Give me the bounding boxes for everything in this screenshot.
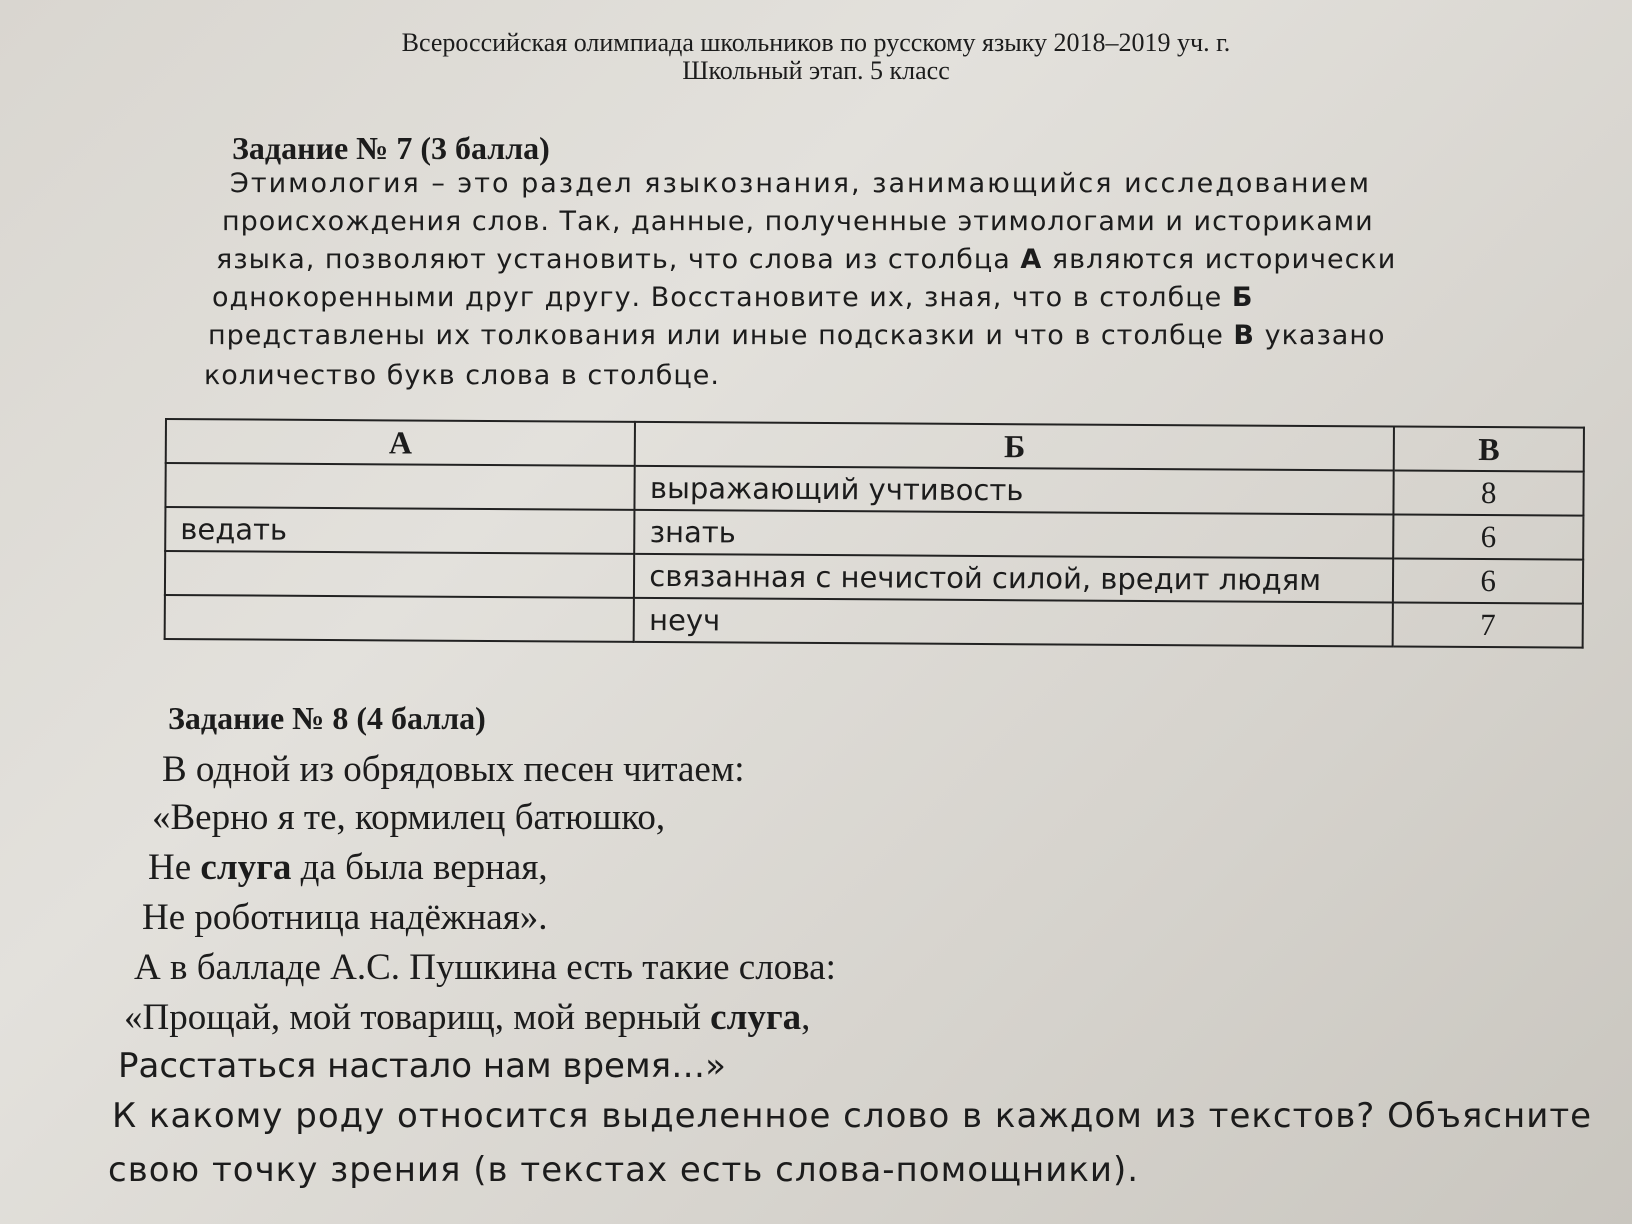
column-v-ref: В xyxy=(1233,320,1256,351)
cell-b: связанная с нечистой силой, вредит людям xyxy=(634,554,1393,603)
song-line-2-end: да была верная, xyxy=(291,847,548,888)
cell-v: 7 xyxy=(1393,603,1583,648)
ballad-intro: А в балладе А.С. Пушкина есть такие слова: xyxy=(134,947,836,988)
task7-title: Задание № 7 (3 балла) xyxy=(232,130,550,166)
ballad-line-1 xyxy=(124,996,810,1039)
cell-a[interactable] xyxy=(165,595,635,642)
task7-line-4-text: однокоренными друг другу. Восстановите их, зная, что в столбце xyxy=(212,282,1223,313)
cell-a[interactable] xyxy=(165,551,635,598)
olympiad-title: Всероссийская олимпиада школьников по русскому языку 2018–2019 уч. г. xyxy=(401,28,1231,57)
song-line-2-start: Не xyxy=(148,847,201,888)
table-row xyxy=(165,595,1583,648)
task8-title: Задание № 8 (4 балла) xyxy=(168,700,486,736)
ballad-line-1-end: , xyxy=(801,997,811,1038)
cell-v: 6 xyxy=(1393,515,1583,560)
header-column-b: Б xyxy=(635,422,1394,471)
cell-v: 6 xyxy=(1393,559,1583,604)
song-line-2 xyxy=(148,846,548,889)
task7-line-5-end: указано xyxy=(1264,320,1386,351)
cell-b: неуч xyxy=(634,598,1393,647)
column-b-ref: Б xyxy=(1231,282,1254,313)
question-line-1: К какому роду относится выделенное слово в каждом из текстов? Объясните xyxy=(112,1096,1593,1136)
etymology-table xyxy=(164,418,1585,649)
cell-b: знать xyxy=(635,510,1394,559)
task7-line-6: количество букв слова в столбце. xyxy=(204,360,720,391)
ballad-line-2: Расстаться настало нам время…» xyxy=(118,1046,726,1086)
task7-line-3-text: языка, позволяют установить, что слова из столбца xyxy=(216,244,1011,275)
task8-intro: В одной из обрядовых песен читаем: xyxy=(162,749,745,790)
task7-line-2: происхождения слов. Так, данные, полученные этимологами и историками xyxy=(222,206,1374,237)
task7-line-3-end: являются исторически xyxy=(1051,244,1397,275)
song-line-3: Не роботница надёжная». xyxy=(142,897,548,938)
song-line-1: «Верно я те, кормилец батюшко, xyxy=(152,797,666,838)
question-line-2: свою точку зрения (в текстах есть слова-помощники). xyxy=(108,1150,1140,1190)
task7-line-1: Этимология – это раздел языкознания, занимающийся исследованием xyxy=(230,168,1372,199)
cell-a[interactable] xyxy=(165,463,635,510)
task7-line-3 xyxy=(216,244,1396,275)
task7-line-5 xyxy=(208,320,1386,351)
highlighted-word-sluga-2: слуга xyxy=(710,997,802,1038)
cell-b: выражающий учтивость xyxy=(635,466,1394,515)
highlighted-word-sluga: слуга xyxy=(200,847,292,888)
cell-a[interactable]: ведать xyxy=(165,507,635,554)
header-column-a: А xyxy=(166,419,636,466)
header-column-v: В xyxy=(1394,427,1584,472)
ballad-line-1-start: «Прощай, мой товарищ, мой верный xyxy=(124,997,711,1038)
cell-v: 8 xyxy=(1394,471,1584,516)
task7-line-4 xyxy=(212,282,1253,313)
task7-line-5-text: представлены их толкования или иные подсказки и что в столбце xyxy=(208,320,1224,351)
stage-subtitle: Школьный этап. 5 класс xyxy=(682,56,950,85)
column-a-ref: А xyxy=(1020,244,1043,275)
